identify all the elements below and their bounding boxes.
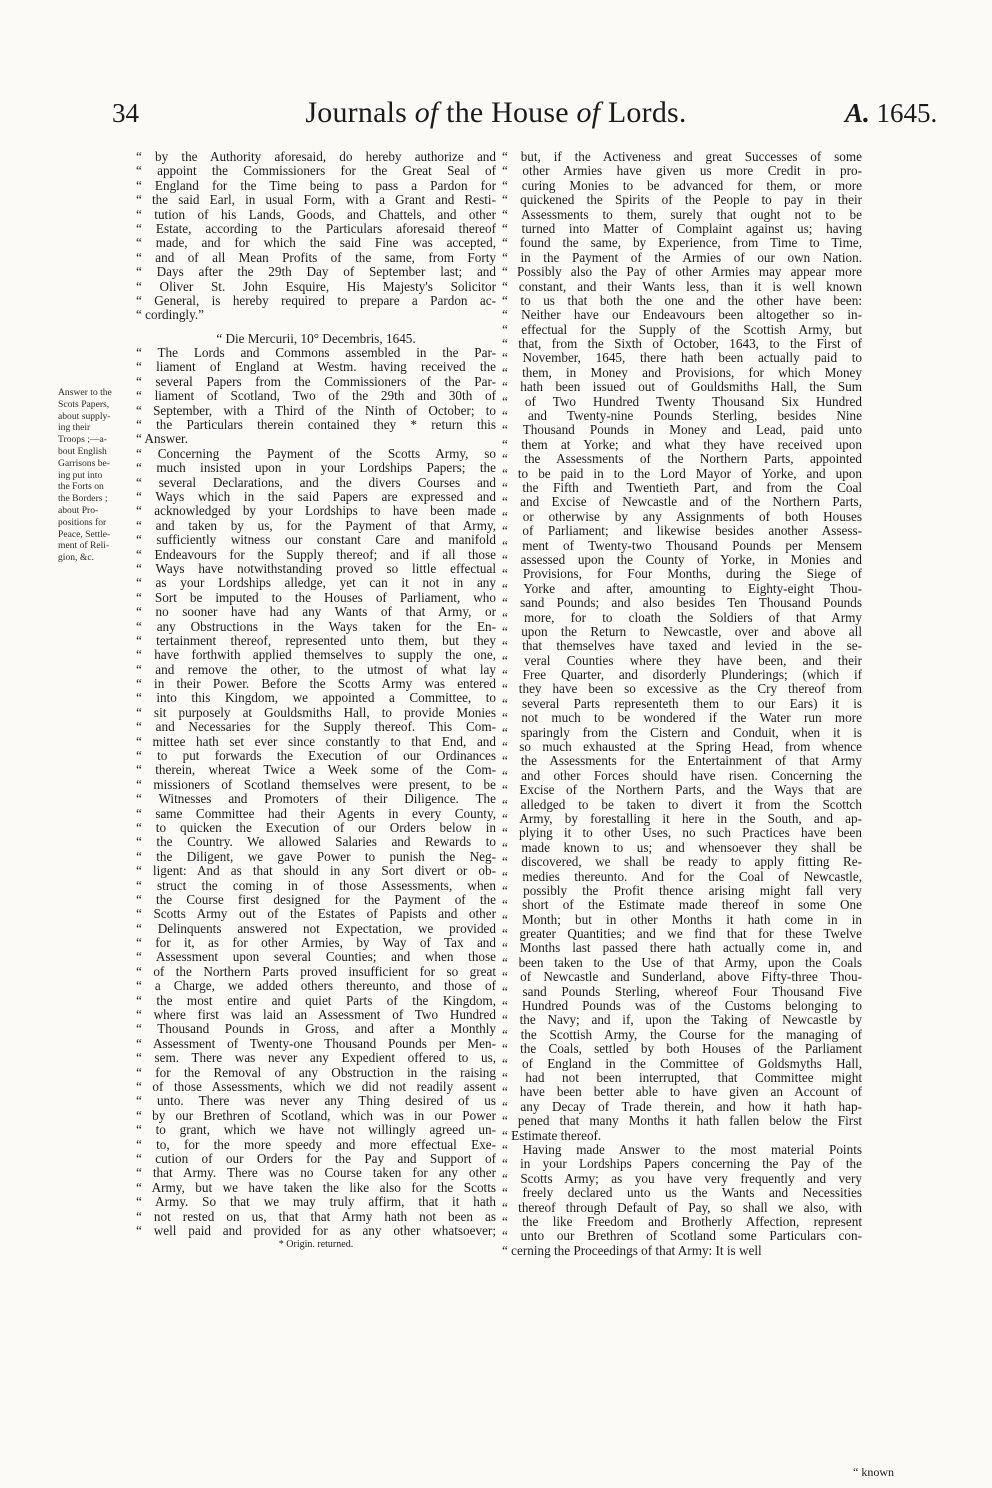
text-line: “ Assessments to them, surely that ought not to be (502, 207, 862, 222)
margin-note-line: about supply- (58, 410, 111, 422)
text-line: “ Neither have our Endeavours been altogether so in- (502, 308, 862, 323)
text-line: “ the Country. We allowed Salaries and Rewards to (136, 835, 496, 850)
text-line: “ the Fifth and Twentieth Part, and from the Coal (502, 480, 862, 495)
text-line: “ and of all Mean Profits of the same, from Forty (136, 250, 496, 265)
text-line: “ Sort be imputed to the Houses of Parliament, who (136, 590, 496, 605)
margin-note-line: Garrisons be- (58, 457, 110, 469)
text-line: “ unto our Brethren of Scotland some Particulars con- (502, 1229, 862, 1244)
text-line: “ for the Removal of any Obstruction in the raising (136, 1065, 496, 1080)
text-line: “ into this Kingdom, we appointed a Committee, to (136, 691, 496, 706)
text-line: “ Thousand Pounds in Gross, and after a Monthly (136, 1022, 496, 1037)
text-line: “ the Coals, settled by both Houses of the Parliament (502, 1042, 862, 1057)
text-line: “ cerning the Proceedings of that Army: It is well (502, 1243, 762, 1258)
text-line: “ and other Forces should have risen. Concerning the (502, 768, 862, 783)
text-line: “ Witnesses and Promoters of their Diligence. The (136, 792, 496, 807)
text-line: “ Estate, according to the Particulars aforesaid thereof (136, 221, 496, 236)
text-line: “ the Diligent, we gave Power to punish the Neg- (136, 849, 496, 864)
margin-note-line: Troops ;—a- (58, 434, 107, 446)
text-line: “ quickened the Spirits of the People to pay in their (502, 193, 862, 208)
text-line: “ several Parts representeth them to our Ears) it is (502, 696, 862, 711)
margin-note-line: ment of Reli- (58, 540, 110, 552)
title-part: Journals (305, 96, 415, 129)
text-line: “ sem. There was never any Expedient offered to us, (136, 1051, 496, 1066)
text-line: “ acknowledged by your Lordships to have been made (136, 504, 496, 519)
text-line: “ Answer. (136, 432, 189, 447)
text-line: “ so much exhausted at the Spring Head, from whence (502, 740, 862, 755)
text-line: “ Concerning the Payment of the Scotts Army, so (136, 446, 496, 461)
margin-note-line: ing put into (58, 469, 103, 481)
text-line: “ more, for to cloath the Soldiers of that Army (502, 610, 862, 625)
left-column (136, 150, 496, 1253)
text-line: “ sparingly from the Cistern and Conduit, when it is (502, 725, 862, 740)
text-line: “ other Armies have given us more Credit in pro- (502, 164, 862, 179)
text-line: “ unto. There was never any Thing desired of us (136, 1094, 496, 1109)
title-part: of (568, 96, 601, 129)
text-line: “ Having made Answer to the most material Points (502, 1142, 862, 1157)
text-line: “ Provisions, for Four Months, during the Siege of (502, 567, 862, 582)
text-line: “ ligent: And as that should in any Sort divert or ob- (136, 864, 496, 879)
text-line: “ therein, whereat Twice a Week some of the Com- (136, 763, 496, 778)
text-line (136, 323, 496, 332)
text-line: “ Endeavours for the Supply thereof; and if all those (136, 547, 496, 562)
text-line: “ liament of Scotland, Two of the 29th and 30th of (136, 389, 496, 404)
text-line: “ of Newcastle and Sunderland, above Fifty-three Thou- (502, 970, 862, 985)
text-line: “ as your Lordships alledge, yet can it not in any (136, 576, 496, 591)
text-line: “ mittee hath set ever since constantly to that End, and (136, 734, 496, 749)
text-line: “ for it, as for other Armies, by Way of Tax and (136, 936, 496, 951)
text-line: * Origin. returned. (278, 1239, 354, 1251)
title-part: of (414, 96, 439, 129)
text-line: “ The Lords and Commons assembled in the Par- (136, 346, 496, 361)
text-line: “ the Assessments for the Entertainment of that Army (502, 754, 862, 769)
text-line: “ Ways have notwithstanding proved so little effectual (136, 561, 496, 576)
text-line: “ Excise of the Northern Parts, and the Ways that are (502, 783, 862, 798)
text-line: “ plying it to other Uses, no such Practices have been (502, 826, 862, 841)
text-line: “ turned into Matter of Complaint against us; having (502, 221, 862, 236)
text-line: “ tution of his Lands, Goods, and Chattels, and other (136, 207, 496, 222)
text-line: “ to grant, which we have not willingly agreed un- (136, 1123, 496, 1138)
text-line: “ Month; but in other Months it hath come in in (502, 912, 862, 927)
title-part: House (491, 96, 569, 129)
text-line: “ assessed upon the County of Yorke, in Monies and (502, 552, 862, 567)
text-line: “ discovered, we shall be ready to apply fitting Re- (502, 855, 862, 870)
text-line: “ them, in Money and Provisions, for which Money (502, 365, 862, 380)
text-line: “ sufficiently witness our constant Care and manifold (136, 533, 496, 548)
page-header (0, 98, 992, 138)
text-line: “ liament of England at Westm. having received the (136, 360, 496, 375)
text-line: “ that Army. There was no Course taken for any other (136, 1166, 496, 1181)
text-line: “ September, with a Third of the Ninth of October; to (136, 403, 496, 418)
text-line: “ have forthwith applied themselves to supply the one, (136, 648, 496, 663)
text-line: “ the Assessments of the Northern Parts, appointed (502, 452, 862, 467)
text-line: “ cution of our Orders for the Pay and Support of (136, 1151, 496, 1166)
catchword: “ known (853, 1465, 894, 1479)
text-line: “ found the same, by Experience, from Time to Time, (502, 236, 862, 251)
text-line: “ the like Freedom and Brotherly Affection, represent (502, 1214, 862, 1229)
text-line: “ the said Earl, in usual Form, with a Grant and Resti- (136, 193, 496, 208)
text-line: “ Scotts Army out of the Estates of Papists and other (136, 907, 496, 922)
text-line: “ and remove the other, to the utmost of what lay (136, 662, 496, 677)
margin-note-line: gion, &c. (58, 552, 94, 564)
text-line: “ but, if the Activeness and great Successes of some (502, 150, 862, 164)
text-line: “ of Two Hundred Twenty Thousand Six Hundred (502, 394, 862, 409)
margin-note-line: Peace, Settle- (58, 528, 111, 540)
text-line: “ medies thereunto. And for the Coal of Newcastle, (502, 869, 862, 884)
text-line: “ effectual for the Supply of the Scottish Army, but (502, 322, 862, 337)
text-line: “ to, for the more speedy and more effectual Exe- (136, 1137, 496, 1152)
text-line: “ had not been interrupted, that Committee might (502, 1071, 862, 1085)
text-line: “ the Particulars therein contained they * return this (136, 418, 496, 433)
year-value: 1645. (869, 98, 938, 128)
margin-note-line: ing their (58, 422, 91, 434)
text-line: “ several Declarations, and the divers Courses and (136, 475, 496, 490)
text-line: “ alledged to be taken to divert it from the Scottch (502, 797, 862, 812)
text-line: “ of Parliament; and likewise besides another Assess- (502, 524, 862, 539)
text-line: “ England for the Time being to pass a Pardon for (136, 178, 496, 193)
text-line: “ tertainment thereof, represented unto them, but they (136, 633, 496, 648)
right-column (502, 150, 862, 1258)
text-line: “ Ways which in the said Papers are expressed and (136, 489, 496, 504)
text-line: “ well paid and provided for as any other whatsoever; (136, 1223, 496, 1238)
text-line: “ a Charge, we added others thereunto, and those of (136, 979, 496, 994)
text-line: “ that, from the Sixth of October, 1643, to the First of (502, 337, 862, 352)
text-line: “ Die Mercurii, 10° Decembris, 1645. (216, 331, 416, 346)
text-line: “ by the Authority aforesaid, do hereby authorize and (136, 150, 496, 164)
text-line: “ upon the Return to Newcastle, over and above all (502, 624, 862, 639)
text-line: “ to be paid in to the Lord Mayor of Yorke, and upon (502, 466, 862, 481)
margin-note-line: Scots Papers, (58, 398, 110, 410)
margin-note-line: positions for (58, 516, 107, 528)
title-part: Lords. (600, 96, 687, 129)
text-line: “ Oliver St. John Esquire, His Majesty's Solicitor (136, 279, 496, 294)
text-line: “ they have been so excessive as the Cry thereof from (502, 682, 862, 697)
text-line: “ no sooner have had any Wants of that Army, or (136, 605, 496, 620)
title-part: the (438, 96, 492, 129)
text-line: “ thereof through Default of Pay, so shall we also, with (502, 1200, 862, 1215)
text-line: “ General, is hereby required to prepare a Pardon ac- (136, 293, 496, 308)
text-line: “ of the Northern Parts proved insufficient for so great (136, 964, 496, 979)
text-line: “ greater Quantities; and we find that for these Twelve (502, 927, 862, 942)
text-line: “ Assessment of Twenty-one Thousand Pounds per Men- (136, 1036, 496, 1051)
text-line: “ short of the Estimate made thereof in some One (502, 898, 862, 913)
text-line: “ Army, but we have taken the like also for the Scotts (136, 1180, 496, 1195)
text-line: “ sit purposely at Gouldsmiths Hall, to provide Monies (136, 705, 496, 720)
text-line: “ in their Power. Before the Scotts Army was entered (136, 677, 496, 692)
text-line: “ veral Counties where they have been, and their (502, 653, 862, 668)
text-line: “ or otherwise by any Assignments of both Houses (502, 509, 862, 524)
text-line: “ appoint the Commissioners for the Great Seal of (136, 164, 496, 179)
text-line: “ Thousand Pounds in Money and Lead, paid unto (502, 423, 862, 438)
text-line: “ much insisted upon in your Lordships Papers; the (136, 461, 496, 476)
text-line: “ sand Pounds; and also besides Ten Thousand Pounds (502, 596, 862, 611)
text-line: “ of those Assessments, which we did not readily assent (136, 1080, 496, 1094)
text-line: “ Possibly also the Pay of other Armies may appear more (502, 265, 862, 280)
text-line: “ made, and for which the said Fine was accepted, (136, 236, 496, 251)
text-line: “ not much to be wondered if the Water run more (502, 711, 862, 726)
text-line: “ Estimate thereof. (502, 1128, 602, 1143)
text-line: “ possibly the Profit thence arising might fall very (502, 883, 862, 898)
text-line: “ several Papers from the Commissioners of the Par- (136, 374, 496, 389)
margin-note-line: Answer to the (58, 387, 112, 398)
text-line: “ of England in the Committee of Goldsmyths Hall, (502, 1056, 862, 1071)
year-prefix: A. (845, 98, 870, 128)
text-line: “ ment of Twenty-two Thousand Pounds per Mensem (502, 538, 862, 553)
text-line: “ pened that many Months it hath fallen below the First (502, 1114, 862, 1129)
text-line: “ and Excise of Newcastle and of the Northern Parts, (502, 495, 862, 510)
text-line: “ Army. So that we may truly affirm, that it hath (136, 1195, 496, 1210)
text-line: “ any Decay of Trade therein, and how it hath hap- (502, 1099, 862, 1114)
text-line: “ and taken by us, for the Payment of that Army, (136, 518, 496, 533)
margin-note-line: the Forts on (58, 481, 104, 493)
text-line: “ hath been issued out of Gouldsmiths Hall, the Sum (502, 380, 862, 395)
year-label (845, 98, 937, 129)
text-line: “ constant, and their Wants less, than it is well known (502, 279, 862, 294)
text-line: “ them at Yorke; and what they have received upon (502, 437, 862, 452)
running-title (0, 96, 992, 130)
text-line: “ the most entire and quiet Parts of the Kingdom, (136, 993, 496, 1008)
text-line: “ Hundred Pounds was of the Customs belonging to (502, 999, 862, 1014)
text-line: “ Army, by forestalling it here in the South, and ap- (502, 811, 862, 826)
text-line: “ have been better able to have given an Account of (502, 1085, 862, 1100)
text-line: “ where first was laid an Assessment of Two Hundred (136, 1008, 496, 1023)
text-line: “ Scotts Army; as you have very frequently and very (502, 1171, 862, 1186)
text-line: “ to us that both the one and the other have been: (502, 293, 862, 308)
text-line: “ curing Monies to be advanced for them, or more (502, 178, 862, 193)
text-line: “ same Committee had their Agents in every County, (136, 806, 496, 821)
margin-note (58, 387, 134, 564)
text-line: “ the Scottish Army, the Course for the managing of (502, 1027, 862, 1042)
text-line: “ not rested on us, that that Army hath not been as (136, 1209, 496, 1224)
text-line: “ the Navy; and if, upon the Taking of Newcastle by (502, 1013, 862, 1028)
text-line: “ in your Lordships Papers concerning the Pay of the (502, 1157, 862, 1172)
text-line: “ Free Quarter, and disorderly Plunderings; (which if (502, 668, 862, 683)
text-line: “ Months last passed there hath actually come in, and (502, 941, 862, 956)
text-line: “ in the Payment of the Armies of our own Nation. (502, 250, 862, 265)
text-line: “ any Obstructions in the Ways taken for the En- (136, 619, 496, 634)
text-line: “ the Course first designed for the Payment of the (136, 892, 496, 907)
margin-note-line: about Pro- (58, 504, 99, 516)
text-line: “ been taken to the Use of that Army, upon the Coals (502, 955, 862, 970)
text-line: “ sand Pounds Sterling, whereof Four Thousand Five (502, 984, 862, 999)
text-line: “ November, 1645, there hath been actually paid to (502, 351, 862, 366)
text-line: “ that themselves have taxed and levied in the se- (502, 639, 862, 654)
text-line: “ Assessment upon several Counties; and when those (136, 950, 496, 965)
text-line: “ made known to us; and whensoever they shall be (502, 840, 862, 855)
page-number: 34 (112, 98, 139, 128)
text-line: “ Yorke and after, amounting to Eighty-eight Thou- (502, 581, 862, 596)
text-line: “ cordingly.” (136, 308, 204, 323)
text-line: “ missioners of Scotland themselves were present, to be (136, 777, 496, 792)
text-line: “ Days after the 29th Day of September last; and (136, 265, 496, 280)
margin-note-line: the Borders ; (58, 493, 108, 505)
text-line: “ struct the coming in of those Assessments, when (136, 878, 496, 893)
text-line: “ to quicken the Execution of our Orders below in (136, 820, 496, 835)
text-line: “ and Necessaries for the Supply thereof. This Com- (136, 720, 496, 735)
text-line: “ to put forwards the Execution of our Ordinances (136, 749, 496, 764)
text-line: “ by our Brethren of Scotland, which was in our Power (136, 1108, 496, 1123)
text-line: “ and Twenty-nine Pounds Sterling, besides Nine (502, 409, 862, 424)
margin-note-line: bout English (58, 445, 107, 457)
text-line: “ freely declared unto us the Wants and Necessities (502, 1186, 862, 1201)
text-line: “ Delinquents answered not Expectation, we provided (136, 921, 496, 936)
